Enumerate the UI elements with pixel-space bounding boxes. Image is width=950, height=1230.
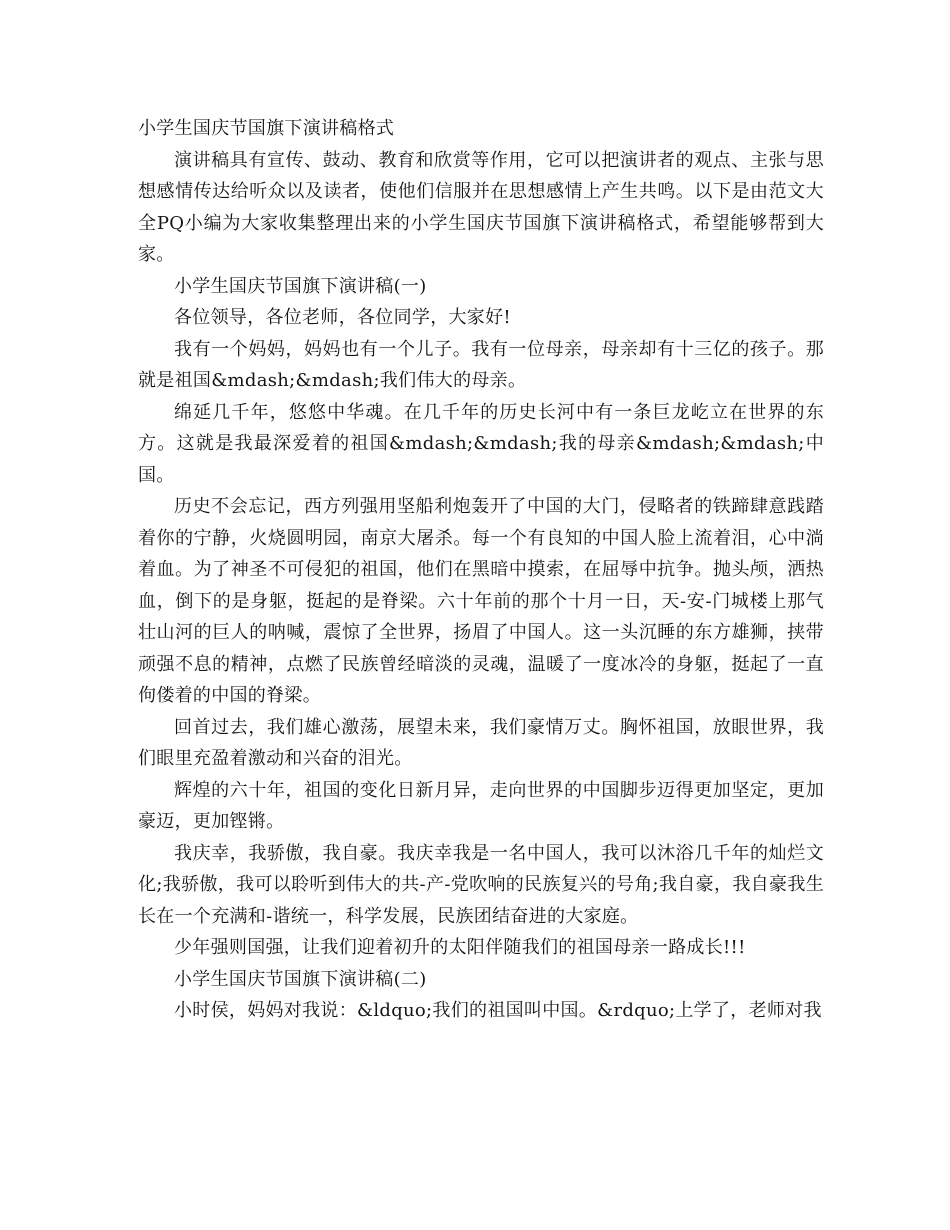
document-page xyxy=(138,113,824,1027)
body-paragraph: 小时侯，妈妈对我说：&ldquo;我们的祖国叫中国。&rdquo;上学了，老师对我 xyxy=(174,1000,822,1021)
body-paragraph: 我有一个妈妈，妈妈也有一个儿子。我有一位母亲，母亲却有十三亿的孩子。那就是祖国&mdash;&mdash;我们伟大的母亲。 xyxy=(138,338,824,391)
greeting-paragraph: 各位领导，各位老师，各位同学，大家好! xyxy=(174,307,511,328)
body-paragraph: 绵延几千年，悠悠中华魂。在几千年的历史长河中有一条巨龙屹立在世界的东方。这就是我最深爱着的祖国&mdash;&mdash;我的母亲&mdash;&mdash;中国。 xyxy=(138,401,824,486)
speech-one-heading: 小学生国庆节国旗下演讲稿(一) xyxy=(174,275,427,297)
body-paragraph: 辉煌的六十年，祖国的变化日新月异，走向世界的中国脚步迈得更加坚定，更加豪迈，更加铿锵。 xyxy=(138,779,824,832)
body-paragraph: 回首过去，我们雄心激荡，展望未来，我们豪情万丈。胸怀祖国，放眼世界，我们眼里充盈着激动和兴奋的泪光。 xyxy=(138,716,824,769)
closing-paragraph: 少年强则国强，让我们迎着初升的太阳伴随我们的祖国母亲一路成长!!! xyxy=(174,937,746,958)
speech-two-heading: 小学生国庆节国旗下演讲稿(二) xyxy=(174,968,427,990)
body-paragraph: 我庆幸，我骄傲，我自豪。我庆幸我是一名中国人，我可以沐浴几千年的灿烂文化;我骄傲，我可以聆听到伟大的共-产-党吹响的民族复兴的号角;我自豪，我自豪我生长在一个充满和-谐统一，科学发展，民族团结奋进的大家庭。 xyxy=(138,842,824,927)
intro-paragraph: 演讲稿具有宣传、鼓动、教育和欣赏等作用，它可以把演讲者的观点、主张与思想感情传达给听众以及读者，使他们信服并在思想感情上产生共鸣。以下是由范文大全PQ小编为大家收集整理出来的小学生国庆节国旗下演讲稿格式，希望能够帮到大家。 xyxy=(138,149,824,265)
body-paragraph: 历史不会忘记，西方列强用坚船利炮轰开了中国的大门，侵略者的铁蹄肆意践踏着你的宁静，火烧圆明园，南京大屠杀。每一个有良知的中国人脸上流着泪，心中淌着血。为了神圣不可侵犯的祖国，他们在黑暗中摸索，在屈辱中抗争。抛头颅，洒热血，倒下的是身躯，挺起的是脊梁。六十年前的那个十月一日，天-安-门城楼上那气壮山河的巨人的呐喊，震惊了全世界，扬眉了中国人。这一头沉睡的东方雄狮，挟带顽强不息的精神，点燃了民族曾经暗淡的灵魂，温暖了一度冰冷的身躯，挺起了一直佝偻着的中国的脊梁。 xyxy=(138,496,824,706)
document-title: 小学生国庆节国旗下演讲稿格式 xyxy=(138,118,395,139)
